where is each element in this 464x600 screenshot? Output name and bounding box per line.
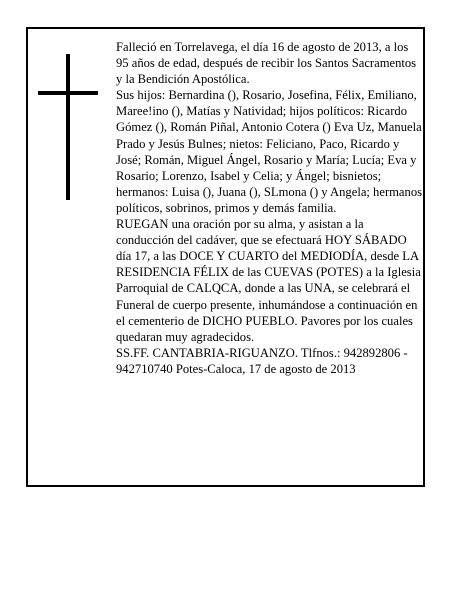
notice-body (116, 39, 422, 377)
funeral-home-contact: SS.FF. CANTABRIA-RIGUANZO. Tlfnos.: 942892806 - 942710740 Potes-Caloca, 17 de agosto de 2013 (116, 345, 408, 376)
obituary-notice (26, 27, 425, 487)
family-list: Sus hijos: Bernardina (), Rosario, Josefina, Félix, Emiliano, Maree!ino (), Matías y Natividad; hijos políticos: Ricardo Gómez (), Román Piñal, Antonio Cotera () Eva Uz, Manuela Prado y Jesús Bulnes; nietos: Feliciano, Paco, Ricardo y José; Román, Miguel Ángel, Rosario y María; Lucía; Eva y Rosario; Lorenzo, Isabel y Celia; y Ángel; bisnietos; hermanos: Luisa (), Juana (), SLmona () y Angela; hermanos políticos, sobrinos, primos y demás familia. (116, 88, 423, 215)
cross-horizontal-bar (38, 91, 98, 95)
cross-vertical-bar (66, 54, 70, 200)
funeral-details: RUEGAN una oración por su alma, y asistan a la conducción del cadáver, que se efectuará HOY SÁBADO día 17, a las DOCE Y CUARTO del MEDIODÍA, desde LA RESIDENCIA FÉLIX de las CUEVAS (POTES) a la Iglesia Parroquial de CALQCA, donde a las UNA, se celebrará el Funeral de cuerpo presente, inhumándose a continuación en el cementerio de DICHO PUEBLO. Pavores por los cuales quedaran muy agradecidos. (116, 217, 421, 344)
death-announcement: Falleció en Torrelavega, el día 16 de agosto de 2013, a los 95 años de edad, después de recibir los Santos Sacramentos y la Bendición Apostólica. (116, 40, 417, 87)
cross-icon (38, 54, 98, 200)
